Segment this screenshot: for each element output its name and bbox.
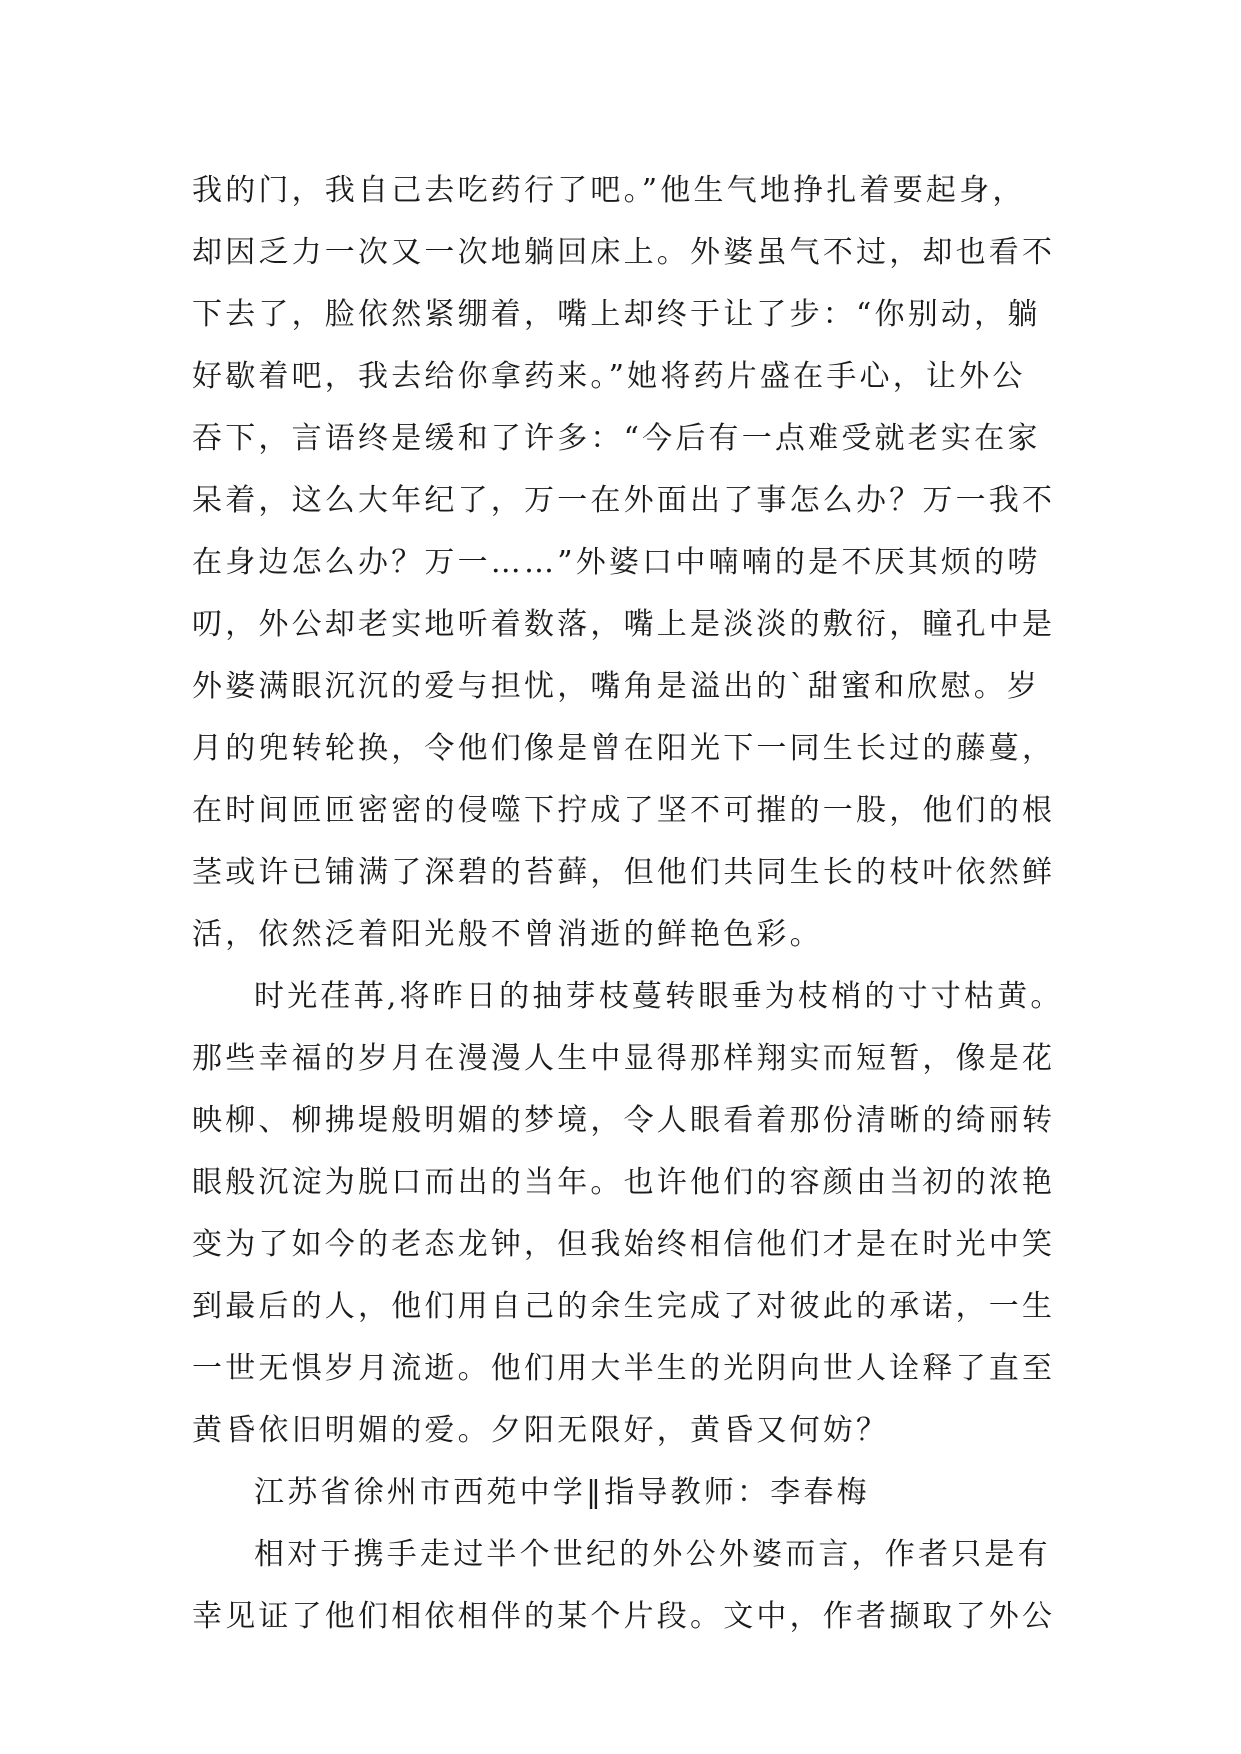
text-line: 茎或许已铺满了深碧的苔藓，但他们共同生长的枝叶依然鲜	[192, 855, 1056, 890]
text-line: 呆着，这么大年纪了，万一在外面出了事怎么办？万一我不	[192, 483, 1056, 518]
text-line: 时光荏苒,将昨日的抽芽枝蔓转眼垂为枝梢的寸寸枯黄。	[254, 979, 1064, 1014]
text-line: 相对于携手走过半个世纪的外公外婆而言，作者只是有	[254, 1537, 1051, 1572]
text-line: 外婆满眼沉沉的爱与担忧，嘴角是溢出的`甜蜜和欣慰。岁	[192, 669, 1041, 704]
text-line: 到最后的人，他们用自己的余生完成了对彼此的承诺，一生	[192, 1289, 1056, 1324]
text-line: 眼般沉淀为脱口而出的当年。也许他们的容颜由当初的浓艳	[192, 1165, 1056, 1200]
text-line: 映柳、柳拂堤般明媚的梦境，令人眼看着那份清晰的绮丽转	[192, 1103, 1056, 1138]
text-line: 我的门，我自己去吃药行了吧。”他生气地挣扎着要起身，	[192, 173, 1026, 208]
text-line: 江苏省徐州市西苑中学‖指导教师：李春梅	[254, 1475, 870, 1510]
text-line: 活，依然泛着阳光般不曾消逝的鲜艳色彩。	[192, 917, 823, 952]
text-line: 吞下，言语终是缓和了许多：“今后有一点难受就老实在家	[192, 421, 1041, 456]
text-line: 却因乏力一次又一次地躺回床上。外婆虽气不过，却也看不	[192, 235, 1056, 270]
body-text	[192, 160, 1072, 1648]
text-line: 月的兜转轮换，令他们像是曾在阳光下一同生长过的藤蔓，	[192, 731, 1056, 766]
text-line: 幸见证了他们相依相伴的某个片段。文中，作者撷取了外公	[192, 1599, 1056, 1634]
text-line: 黄昏依旧明媚的爱。夕阳无限好，黄昏又何妨？	[192, 1413, 890, 1448]
text-line: 叨，外公却老实地听着数落，嘴上是淡淡的敷衍，瞳孔中是	[192, 607, 1056, 642]
text-line: 在时间匝匝密密的侵噬下拧成了坚不可摧的一股，他们的根	[192, 793, 1056, 828]
text-line: 变为了如今的老态龙钟，但我始终相信他们才是在时光中笑	[192, 1227, 1056, 1262]
text-line: 那些幸福的岁月在漫漫人生中显得那样翔实而短暂，像是花	[192, 1041, 1056, 1076]
text-line: 下去了，脸依然紧绷着，嘴上却终于让了步：“你别动，躺	[192, 297, 1041, 332]
text-line: 好歇着吧，我去给你拿药来。”她将药片盛在手心，让外公	[192, 359, 1026, 394]
text-line: 在身边怎么办？万一……”外婆口中喃喃的是不厌其烦的唠	[192, 545, 1041, 580]
text-line: 一世无惧岁月流逝。他们用大半生的光阴向世人诠释了直至	[192, 1351, 1056, 1386]
